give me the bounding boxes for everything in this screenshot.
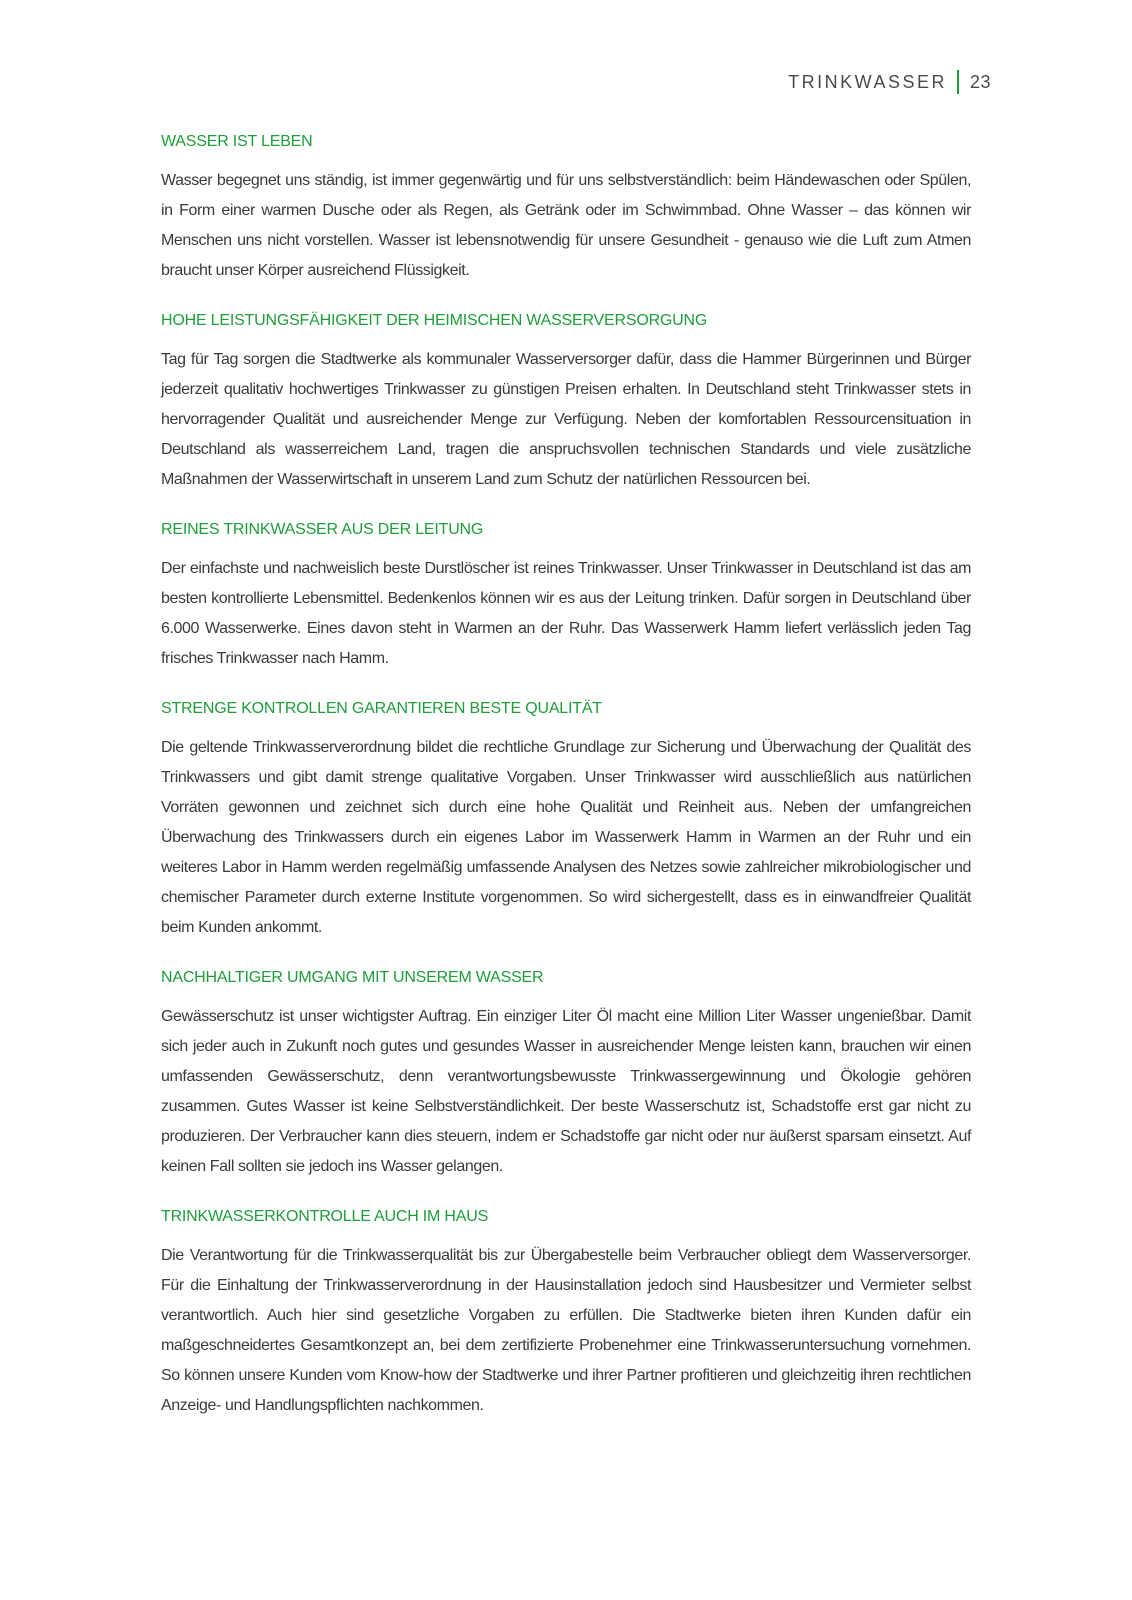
section-heading: NACHHALTIGER UMGANG MIT UNSEREM WASSER	[161, 969, 544, 986]
section-kontrolle-im-haus	[161, 1203, 971, 1421]
section-strenge-kontrollen	[161, 695, 971, 943]
section-paragraph: Gewässerschutz ist unser wichtigster Auftrag. Ein einziger Liter Öl macht eine Million Liter Wasser ungenießbar. Damit sich jeder auch in Zukunft noch gutes und gesundes Wasser in ausreichender Menge leisten kann, brauchen wir einen umfassenden Gewässerschutz, denn verantwortungsbewusste Trinkwassergewinnung und Ökologie gehören zusammen. Gutes Wasser ist keine Selbstverständlichkeit. Der beste Wasserschutz ist, Schadstoffe erst gar nicht zu produzieren. Der Verbraucher kann dies steuern, indem er Schadstoffe gar nicht oder nur äußerst sparsam einsetzt. Auf keinen Fall sollten sie jedoch ins Wasser gelangen.	[161, 1008, 971, 1175]
page-number: 23	[969, 71, 991, 92]
section-wasser-ist-leben	[161, 128, 971, 286]
section-paragraph: Die Verantwortung für die Trinkwasserqualität bis zur Übergabestelle beim Verbraucher obliegt dem Wasserversorger. Für die Einhaltung der Trinkwasserverordnung in der Hausinstallation jedoch sind Hausbesitzer und Vermieter selbst verantwortlich. Auch hier sind gesetzliche Vorgaben zu erfüllen. Die Stadtwerke bieten ihren Kunden dafür ein maßgeschneidertes Gesamtkonzept an, bei dem zertifizierte Probenehmer eine Trinkwasseruntersuchung vornehmen. So können unsere Kunden vom Know-how der Stadtwerke und ihrer Partner profitieren und gleichzeitig ihren rechtlichen Anzeige- und Handlungspflichten nachkommen.	[161, 1247, 971, 1414]
section-heading: STRENGE KONTROLLEN GARANTIEREN BESTE QUALITÄT	[161, 700, 602, 717]
section-paragraph: Der einfachste und nachweislich beste Durstlöscher ist reines Trinkwasser. Unser Trinkwasser in Deutschland ist das am besten kontrollierte Lebensmittel. Bedenkenlos können wir es aus der Leitung trinken. Dafür sorgen in Deutschland über 6.000 Wasserwerke. Eines davon steht in Warmen an der Ruhr. Das Wasserwerk Hamm liefert verlässlich jeden Tag frisches Trinkwasser nach Hamm.	[161, 560, 971, 667]
header-section-title: TRINKWASSER	[788, 71, 947, 92]
section-heading: HOHE LEISTUNGSFÄHIGKEIT DER HEIMISCHEN WASSERVERSORGUNG	[161, 312, 708, 329]
section-nachhaltiger-umgang	[161, 964, 971, 1182]
section-leistungsfaehigkeit	[161, 307, 971, 495]
section-heading: TRINKWASSERKONTROLLE AUCH IM HAUS	[161, 1208, 489, 1225]
main-content	[161, 128, 971, 1442]
section-heading: REINES TRINKWASSER AUS DER LEITUNG	[161, 521, 484, 538]
section-paragraph: Wasser begegnet uns ständig, ist immer gegenwärtig und für uns selbstverständlich: beim Händewaschen oder Spülen, in Form einer warmen Dusche oder als Regen, als Getränk oder im Schwimmbad. Ohne Wasser – das können wir Menschen uns nicht vorstellen. Wasser ist lebensnotwendig für unsere Gesundheit - genauso wie die Luft zum Atmen braucht unser Körper ausreichend Flüssigkeit.	[161, 172, 971, 279]
running-header	[788, 70, 991, 94]
section-paragraph: Tag für Tag sorgen die Stadtwerke als kommunaler Wasserversorger dafür, dass die Hammer Bürgerinnen und Bürger jederzeit qualitativ hochwertiges Trinkwasser zu günstigen Preisen erhalten. In Deutschland steht Trinkwasser stets in hervorragender Qualität und ausreichender Menge zur Verfügung. Neben der komfortablen Ressourcensituation in Deutschland als wasserreichem Land, tragen die anspruchsvollen technischen Standards und viele zusätzliche Maßnahmen der Wasserwirtschaft in unserem Land zum Schutz der natürlichen Ressourcen bei.	[161, 351, 971, 488]
section-paragraph: Die geltende Trinkwasserverordnung bildet die rechtliche Grundlage zur Sicherung und Überwachung der Qualität des Trinkwassers und gibt damit strenge qualitative Vorgaben. Unser Trinkwasser wird ausschließlich aus natürlichen Vorräten gewonnen und zeichnet sich durch eine hohe Qualität und Reinheit aus. Neben der umfangreichen Überwachung des Trinkwassers durch ein eigenes Labor im Wasserwerk Hamm in Warmen an der Ruhr und ein weiteres Labor in Hamm werden regelmäßig umfassende Analysen des Netzes sowie zahlreicher mikrobiologischer und chemischer Parameter durch externe Institute vorgenommen. So wird sichergestellt, dass es in einwandfreier Qualität beim Kunden ankommt.	[161, 739, 971, 936]
header-divider	[957, 70, 959, 94]
section-heading: WASSER IST LEBEN	[161, 133, 313, 150]
section-reines-trinkwasser	[161, 516, 971, 674]
